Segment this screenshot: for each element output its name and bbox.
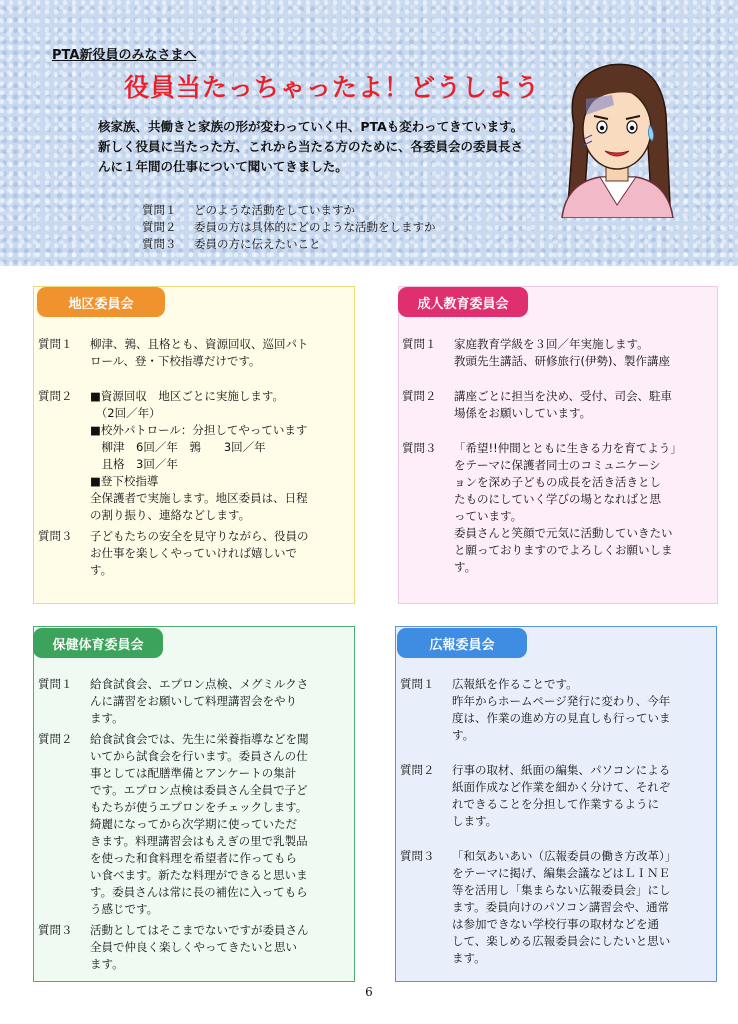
qa-item	[38, 676, 350, 727]
answer-line: 教頭先生講話、研修旅行(伊勢)、製作講座	[454, 354, 670, 368]
answer-line: 「希望!!仲間とともに生きる力を育てよう」	[454, 441, 682, 455]
answer-line: ます。	[90, 711, 124, 725]
answer-text	[452, 676, 712, 744]
answer-line: ョンを深め子どもの成長を活き活きとし	[454, 475, 661, 489]
worried-woman-illustration	[560, 55, 675, 218]
answer-text	[90, 336, 350, 370]
answer-text	[90, 676, 350, 727]
qa-item	[400, 762, 712, 830]
answer-line: を使った和食料理を希望者に作ってもら	[90, 851, 297, 865]
answer-line: いてから試食会を行います。委員さんの仕	[90, 749, 308, 763]
chiku-committee-title: 地区委員会	[37, 287, 165, 317]
question-label: 質問２	[142, 220, 177, 234]
intro-line: んに１年間の仕事について聞いてきました。	[98, 159, 348, 174]
answer-line: 全員で仲良く楽しくやってきたいと思い	[90, 940, 297, 954]
question-text: 委員の方に伝えたいこと	[194, 237, 321, 251]
question-label: 質問３	[38, 923, 73, 937]
answer-text	[454, 336, 714, 370]
answer-text	[452, 762, 712, 830]
answer-line: ロール、登・下校指導だけです。	[90, 354, 261, 368]
answer-line: 等を活用し「集まらない広報委員会」にし	[452, 883, 671, 897]
answer-line: んに講習をお願いして料理講習会をやり	[90, 694, 297, 708]
answer-line: ます。	[452, 951, 486, 965]
answer-text	[90, 388, 350, 524]
answer-line: 昨年からホームページ発行に変わり、今年	[452, 694, 671, 708]
answer-line: をテーマに保護者同士のコミュニケーシ	[454, 458, 661, 472]
question-label: 質問３	[402, 441, 437, 455]
answer-line: 柳津、鶉、且格とも、資源回収、巡回パト	[90, 337, 309, 351]
seijin-committee-title: 成人教育委員会	[398, 287, 528, 317]
answer-line: す。	[454, 560, 477, 574]
answer-line: の割り振り、連絡などします。	[90, 508, 251, 522]
answer-line: 講座ごとに担当を決め、受付、司会、駐車	[454, 389, 673, 403]
intro-text	[98, 117, 548, 177]
qa-item	[400, 676, 712, 744]
question-label: 質問３	[142, 237, 177, 251]
answer-line: 子どもたちの安全を見守りながら、役員の	[90, 529, 309, 543]
question-label: 質問１	[38, 677, 73, 691]
answer-line: す。	[452, 728, 475, 742]
qa-item	[400, 848, 712, 967]
answer-line: （2回／年）	[90, 406, 161, 420]
intro-line: 核家族、共働きと家族の形が変わっていく中、PTAも変わってきています。	[98, 119, 524, 134]
koho-committee-title: 広報委員会	[397, 628, 527, 658]
question-label: 質問１	[402, 337, 437, 351]
answer-line: 且格 3回／年	[90, 457, 178, 471]
hoken-qa	[38, 676, 350, 991]
question-label: 質問３	[38, 529, 73, 543]
answer-text	[452, 848, 712, 967]
answer-line: 広報紙を作ることです。	[452, 677, 578, 691]
page-number: 6	[365, 985, 373, 999]
seijin-qa	[402, 336, 714, 594]
answer-line: 「和気あいあい（広報委員の働き方改革）」	[452, 849, 677, 863]
answer-text	[90, 731, 350, 918]
answer-line: 事としては配膳準備とアンケートの集計	[90, 766, 297, 780]
answer-line: 委員さんと笑顔で元気に活動していきたい	[454, 526, 673, 540]
qa-item	[38, 388, 350, 524]
qa-item	[38, 528, 350, 579]
answer-line: 全保護者で実施します。地区委員は、日程	[90, 491, 308, 505]
answer-line: う感じです。	[90, 902, 159, 916]
question-item	[142, 219, 436, 236]
answer-text	[454, 388, 714, 422]
answer-line: っています。	[454, 509, 523, 523]
answer-line: します。	[452, 814, 498, 828]
answer-line: お仕事を楽しくやっていければ嬉しいで	[90, 546, 297, 560]
intro-line: 新しく役員に当たった方、これから当たる方のために、各委員会の委員長さ	[98, 139, 524, 154]
answer-line: い食べます。新たな料理ができると思いま	[90, 868, 308, 882]
answer-line: きます。料理講習会はもえぎの里で乳製品	[90, 834, 308, 848]
question-label: 質問１	[142, 203, 177, 217]
answer-line: 給食試食会、エプロン点検、メグミルクさ	[90, 677, 309, 691]
answer-line: 紙面作成など作業を細かく分けて、それぞ	[452, 780, 671, 794]
answer-line: 活動としてはそこまでないですが委員さん	[90, 923, 309, 937]
answer-text	[90, 922, 350, 973]
question-label: 質問２	[402, 389, 437, 403]
qa-item	[402, 440, 714, 576]
qa-item	[38, 336, 350, 370]
answer-line: もたちが使うエプロンをチェックします。	[90, 800, 308, 814]
qa-item	[38, 922, 350, 973]
answer-line: 給食試食会では、先生に栄養指導などを聞	[90, 732, 309, 746]
answer-line: 行事の取材、紙面の編集、パソコンによる	[452, 763, 671, 777]
answer-line: です。エプロン点検は委員さん全員で子ど	[90, 783, 308, 797]
question-label: 質問１	[400, 677, 435, 691]
question-label: 質問２	[38, 389, 73, 403]
qa-item	[402, 336, 714, 370]
answer-text	[454, 440, 714, 576]
question-item	[142, 202, 436, 219]
question-list	[142, 202, 436, 253]
question-label: 質問３	[400, 849, 435, 863]
koho-qa	[400, 676, 712, 985]
answer-line: ■校外パトロール：分担してやっています	[90, 423, 308, 437]
addressee-line: PTA新役員のみなさまへ	[52, 48, 197, 63]
answer-line: ます。	[90, 957, 124, 971]
qa-item	[402, 388, 714, 422]
answer-line: 度は、作業の進め方の見直しも行っていま	[452, 711, 671, 725]
answer-line: と願っておりますのでよろしくお願いしま	[454, 543, 673, 557]
answer-line: して、楽しめる広報委員会にしたいと思い	[452, 934, 671, 948]
answer-line: は参加できない学校行事の取材などを通	[452, 917, 659, 931]
answer-line: 場係をお願いしています。	[454, 406, 592, 420]
question-label: 質問２	[400, 763, 435, 777]
answer-line: たものにしていく学びの場となればと思	[454, 492, 661, 506]
answer-line: ■登下校指導	[90, 474, 159, 488]
question-item	[142, 236, 436, 253]
hoken-committee-title: 保健体育委員会	[33, 628, 163, 658]
answer-line: 柳津 6回／年 鶉 3回／年	[90, 440, 266, 454]
question-text: 委員の方は具体的にどのような活動をしますか	[194, 220, 436, 234]
answer-line: をテーマに掲げ、編集会議などはＬＩＮＥ	[452, 866, 671, 880]
answer-line: 家庭教育学級を３回／年実施します。	[454, 337, 649, 351]
answer-line: す。委員さんは常に長の補佐に入ってもら	[90, 885, 308, 899]
answer-line: す。	[90, 563, 113, 577]
chiku-qa	[38, 336, 350, 597]
answer-line: 綺麗になってから次学期に使っていただ	[90, 817, 297, 831]
answer-text	[90, 528, 350, 579]
answer-line: ■資源回収 地区ごとに実施します。	[90, 389, 284, 403]
answer-line: ます。委員向けのパソコン講習会や、通常	[452, 900, 670, 914]
answer-line: れできることを分担して作業するように	[452, 797, 659, 811]
question-label: 質問１	[38, 337, 73, 351]
question-label: 質問２	[38, 732, 73, 746]
page-title: 役員当たっちゃったよ！どうしよう	[124, 73, 541, 102]
qa-item	[38, 731, 350, 918]
question-text: どのような活動をしていますか	[194, 203, 355, 217]
